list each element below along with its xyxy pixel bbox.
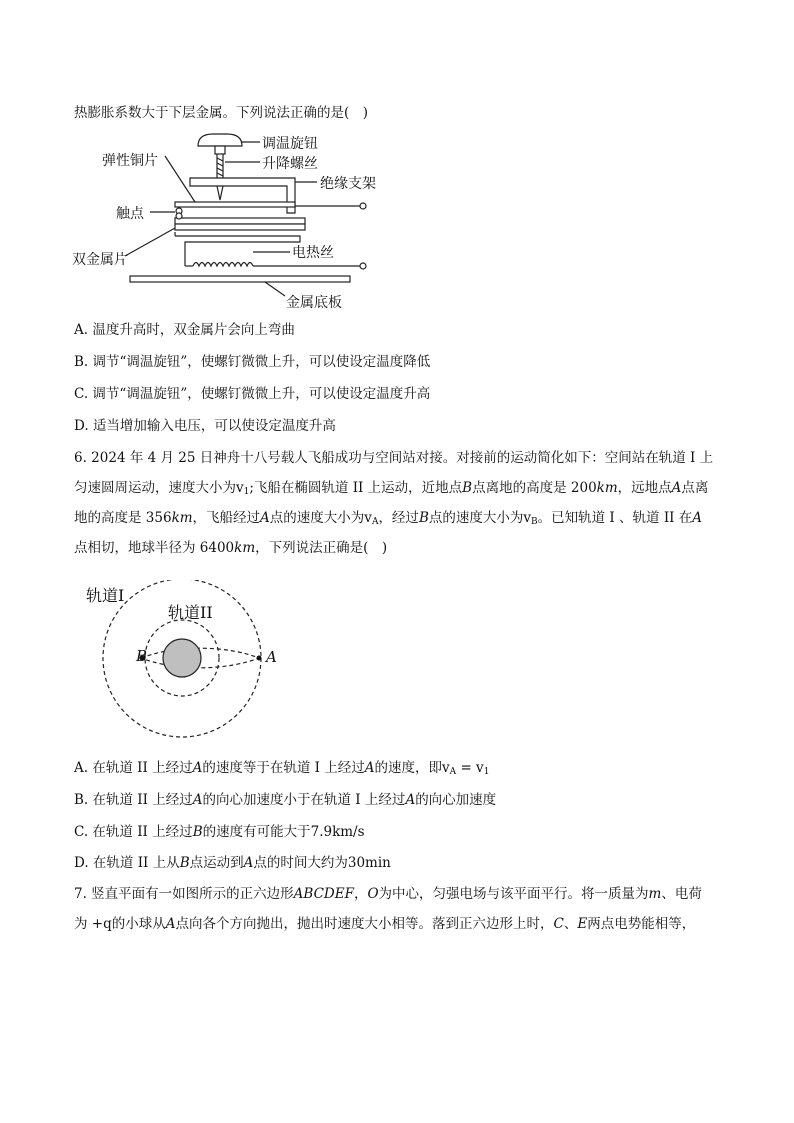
label-point-a: A	[266, 648, 277, 666]
q6-line-2: 匀速圆周运动，速度大小为$v_1$;飞船在椭圆轨道 II 上运动，近地点B点离地的高度是 200km，远地点A点离	[74, 480, 709, 497]
q6-line-4: 点相切，地球半径为 6400km，下列说法正确是( )	[74, 540, 388, 556]
q5-option-b: B. 调节“调温旋钮”，使螺钉微微上升，可以使设定温度降低	[74, 354, 431, 370]
earth	[163, 639, 201, 677]
q6-option-a: A. 在轨道 II 上经过A的速度等于在轨道 I 上经过A的速度，即$v_A = v_1$	[74, 760, 490, 777]
q6-line-1: 6. 2024 年 4 月 25 日神舟十八号载人飞船成功与空间站对接。对接前的运动简化如下：空间站在轨道 I 上	[74, 450, 714, 466]
q6-line-3: 地的高度是 356km，飞船经过A点的速度大小为$v_A$，经过B点的速度大小为$v_B$。已知轨道 I 、轨道 II 在A	[74, 510, 703, 527]
q7-line-2: 为 +q的小球从A点向各个方向抛出，抛出时速度大小相等。落到正六边形上时，C、E两点电势能相等，	[74, 916, 696, 932]
q7-line-1: 7. 竖直平面有一如图所示的正六边形ABCDEF，O为中心，匀强电场与该平面平行。将一质量为m、电荷	[74, 886, 702, 902]
label-knob: 调温旋钮	[262, 136, 318, 152]
q5-option-a: A. 温度升高时，双金属片会向上弯曲	[74, 322, 295, 338]
label-base: 金属底板	[286, 295, 342, 311]
label-spring-plate: 弹性铜片	[102, 153, 158, 169]
label-screw: 升降螺丝	[262, 156, 318, 172]
point-a-dot	[257, 656, 262, 661]
label-heater: 电热丝	[292, 245, 334, 261]
label-contact: 触点	[116, 206, 144, 222]
label-bimetal: 双金属片	[72, 252, 128, 268]
label-point-b: B	[136, 647, 148, 665]
q6-option-b: B. 在轨道 II 上经过A的向心加速度小于在轨道 I 上经过A的向心加速度	[74, 792, 497, 808]
label-orbit-1: 轨道I	[86, 586, 125, 605]
label-orbit-2: 轨道II	[168, 603, 213, 622]
q5-stem: 热膨胀系数大于下层金属。下列说法正确的是( )	[74, 105, 369, 121]
q6-option-c: C. 在轨道 II 上经过B的速度有可能大于7.9km/s	[74, 824, 365, 840]
q5-option-c: C. 调节“调温旋钮”，使螺钉微微上升，可以使设定温度升高	[74, 386, 431, 402]
q5-option-d: D. 适当增加输入电压，可以使设定温度升高	[74, 418, 336, 434]
label-bracket: 绝缘支架	[320, 176, 376, 192]
q6-option-d: D. 在轨道 II 上从B点运动到A点的时间大约为30min	[74, 855, 391, 871]
